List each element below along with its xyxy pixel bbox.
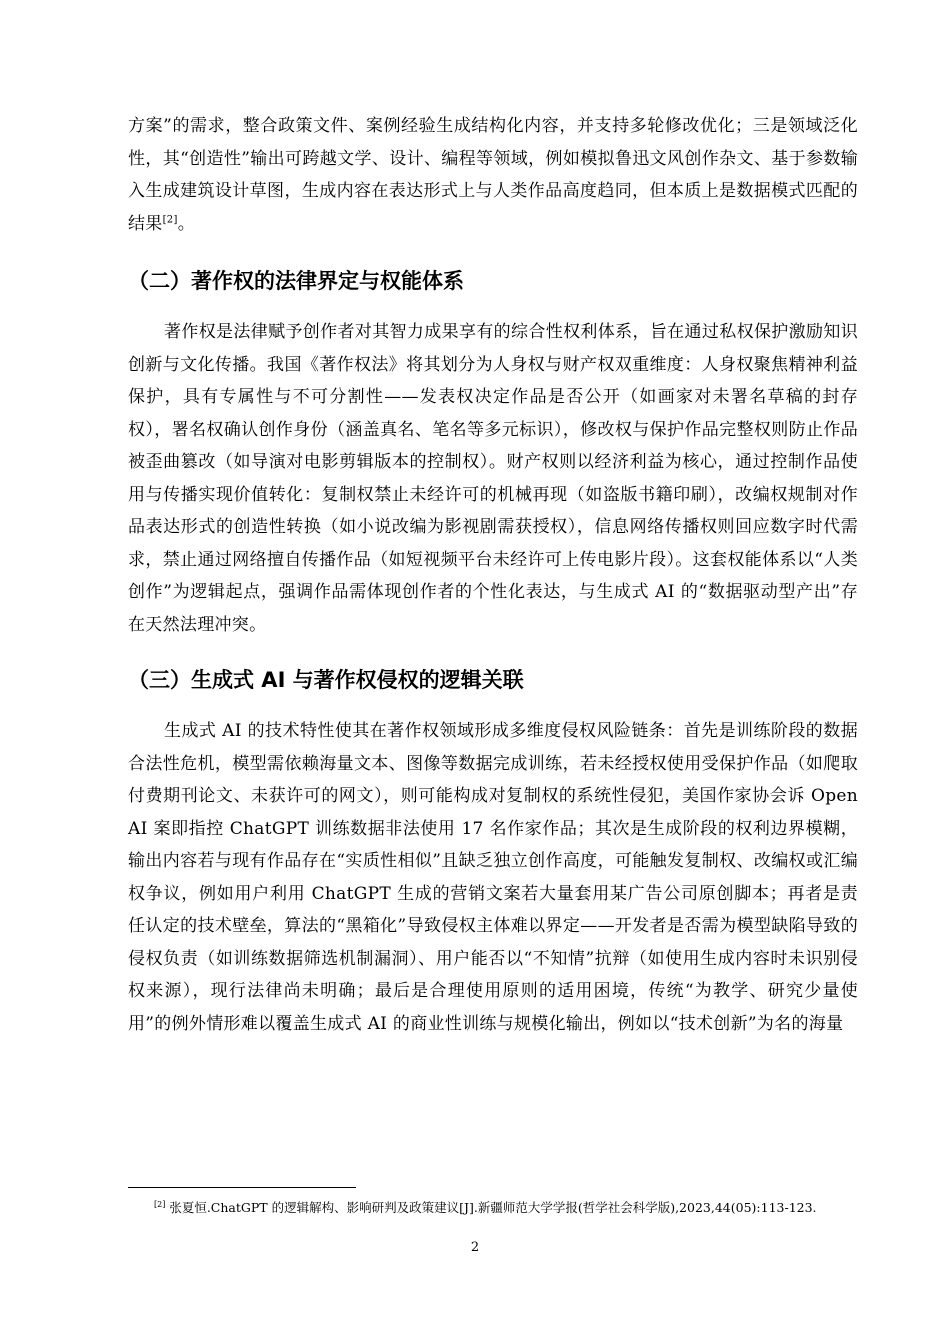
section-3-paragraph: 生成式 AI 的技术特性使其在著作权领域形成多维度侵权风险链条：首先是训练阶段的数据合法性危机，模型需依赖海量文本、图像等数据完成训练，若未经授权使用受保护作品（如爬取付费期刊论文、未获许可的网文），则可能构成对复制权的系统性侵犯，美国作家协会诉 OpenAI 案即指控 ChatGPT 训练数据非法使用 17 名作家作品；其次是生成阶段的权利边界模糊，输出内容若与现有作品存在“实质性相似”且缺乏独立创作高度，可能触发复制权、改编权或汇编权争议，例如用户利用 ChatGPT 生成的营销文案若大量套用某广告公司原创脚本；再者是责任认定的技术壁垒，算法的“黑箱化”导致侵权主体难以界定——开发者是否需为模型缺陷导致的侵权负责（如训练数据筛选机制漏洞）、用户能否以“不知情”抗辩（如使用生成内容时未识别侵权来源），现行法律尚未明确；最后是合理使用原则的适用困境，传统“为教学、研究少量使用”的例外情形难以覆盖生成式 AI 的商业性训练与规模化输出，例如以“技术创新”为名的海量 — [128, 721, 858, 1034]
section-2-paragraph: 著作权是法律赋予创作者对其智力成果享有的综合性权利体系，旨在通过私权保护激励知识创新与文化传播。我国《著作权法》将其划分为人身权与财产权双重维度：人身权聚焦精神利益保护，具有专属性与不可分割性——发表权决定作品是否公开（如画家对未署名草稿的封存权），署名权确认创作身份（涵盖真名、笔名等多元标识），修改权与保护作品完整权则防止作品被歪曲篡改（如导演对电影剪辑版本的控制权）。财产权则以经济利益为核心，通过控制作品使用与传播实现价值转化：复制权禁止未经许可的机械再现（如盗版书籍印刷），改编权规制对作品表达形式的创造性转换（如小说改编为影视剧需获授权），信息网络传播权则回应数字时代需求，禁止通过网络擅自传播作品（如短视频平台未经许可上传电影片段）。这套权能体系以“人类创作”为逻辑起点，强调作品需体现创作者的个性化表达，与生成式 AI 的“数据驱动型产出”存在天然法理冲突。 — [128, 322, 858, 635]
continued-paragraph-end: 。 — [177, 213, 195, 234]
continued-paragraph-text: 方案”的需求，整合政策文件、案例经验生成结构化内容，并支持多轮修改优化；三是领域泛化性，其“创造性”输出可跨越文学、设计、编程等领域，例如模拟鲁迅文风创作杂文、基于参数输入生成建筑设计草图，生成内容在表达形式上与人类作品高度趋同，但本质上是数据模式匹配的结果 — [128, 116, 858, 234]
footnote-text: 张夏恒.ChatGPT 的逻辑解构、影响研判及政策建议[J].新疆师范大学学报(哲学社会科学版),2023,44(05):113-123. — [165, 1200, 817, 1215]
footnote-mark: [2] — [154, 1199, 166, 1209]
footnote — [128, 1196, 848, 1220]
section-2-heading: （二）著作权的法律界定与权能体系 — [128, 269, 464, 293]
citation-mark: [2] — [162, 213, 178, 225]
main-content — [128, 110, 858, 1040]
footnote-divider — [128, 1187, 356, 1188]
continued-paragraph — [128, 110, 858, 240]
section-3-heading: （三）生成式 AI 与著作权侵权的逻辑关联 — [128, 668, 524, 692]
page-number: 2 — [470, 1240, 480, 1255]
